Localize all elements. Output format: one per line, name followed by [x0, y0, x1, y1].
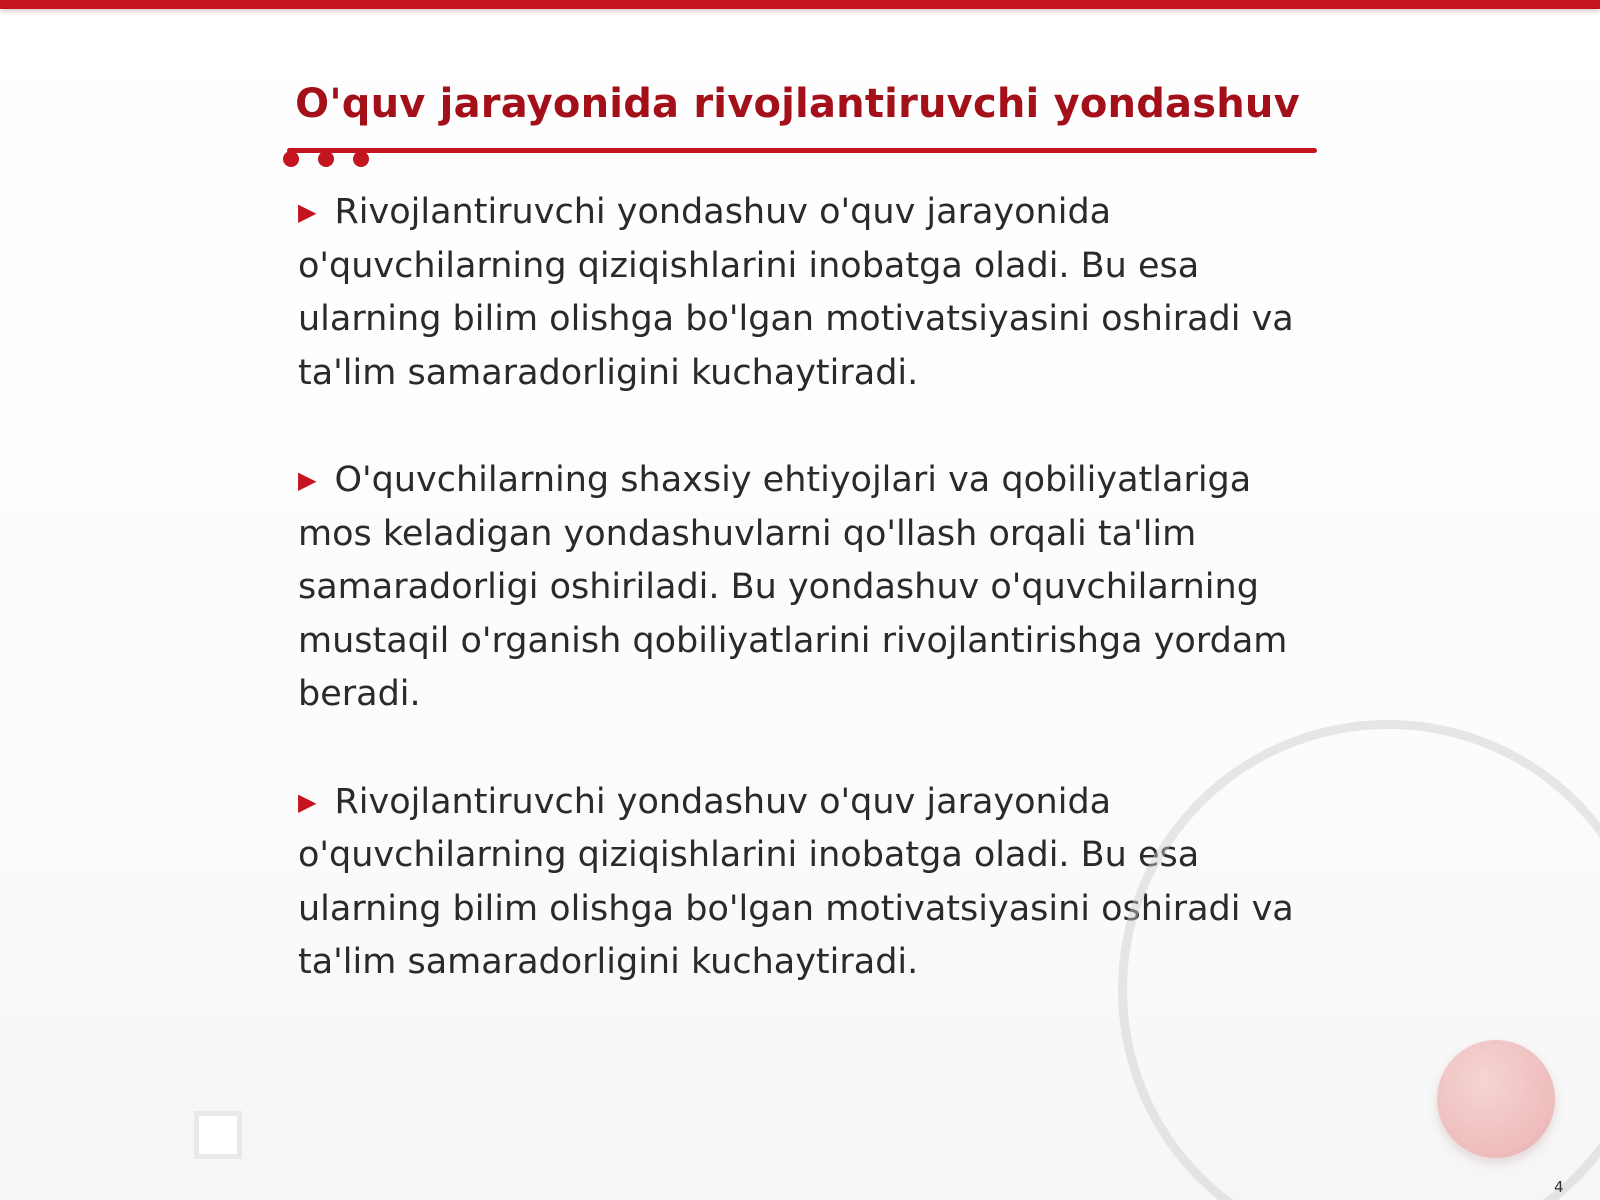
- decorative-dot: [318, 151, 334, 167]
- bullet-paragraph: [298, 186, 1308, 400]
- bullet-text: Rivojlantiruvchi yondashuv o'quv jarayonida o'quvchilarning qiziqishlarini inobatga oladi. Bu esa ularning bilim olishga bo'lgan motivatsiyasini oshiradi va ta'lim samaradorligini kuchaytiradi.: [298, 781, 1294, 982]
- decorative-dot: [353, 151, 369, 167]
- decorative-square: [194, 1111, 242, 1159]
- bullet-text: O'quvchilarning shaxsiy ehtiyojlari va qobiliyatlariga mos keladigan yondashuvlarni qo'llash orqali ta'lim samaradorligi oshiriladi. Bu yondashuv o'quvchilarning mustaqil o'rganish qobiliyatlarini rivojlantirishga yordam beradi.: [298, 460, 1288, 714]
- top-accent-bar: [0, 0, 1600, 9]
- page-number: 4: [1554, 1178, 1564, 1196]
- triangle-right-icon: ▶: [298, 466, 317, 494]
- slide-title: O'quv jarayonida rivojlantiruvchi yondashuv: [295, 81, 1300, 127]
- title-underline: [287, 148, 1317, 153]
- bullet-paragraph: [298, 454, 1308, 722]
- triangle-right-icon: ▶: [298, 198, 317, 226]
- bullet-text: Rivojlantiruvchi yondashuv o'quv jarayonida o'quvchilarning qiziqishlarini inobatga oladi. Bu esa ularning bilim olishga bo'lgan motivatsiyasini oshiradi va ta'lim samaradorligini kuchaytiradi.: [298, 192, 1294, 393]
- triangle-right-icon: ▶: [298, 787, 317, 816]
- decorative-pink-circle: [1437, 1040, 1555, 1158]
- decorative-dot: [283, 151, 299, 167]
